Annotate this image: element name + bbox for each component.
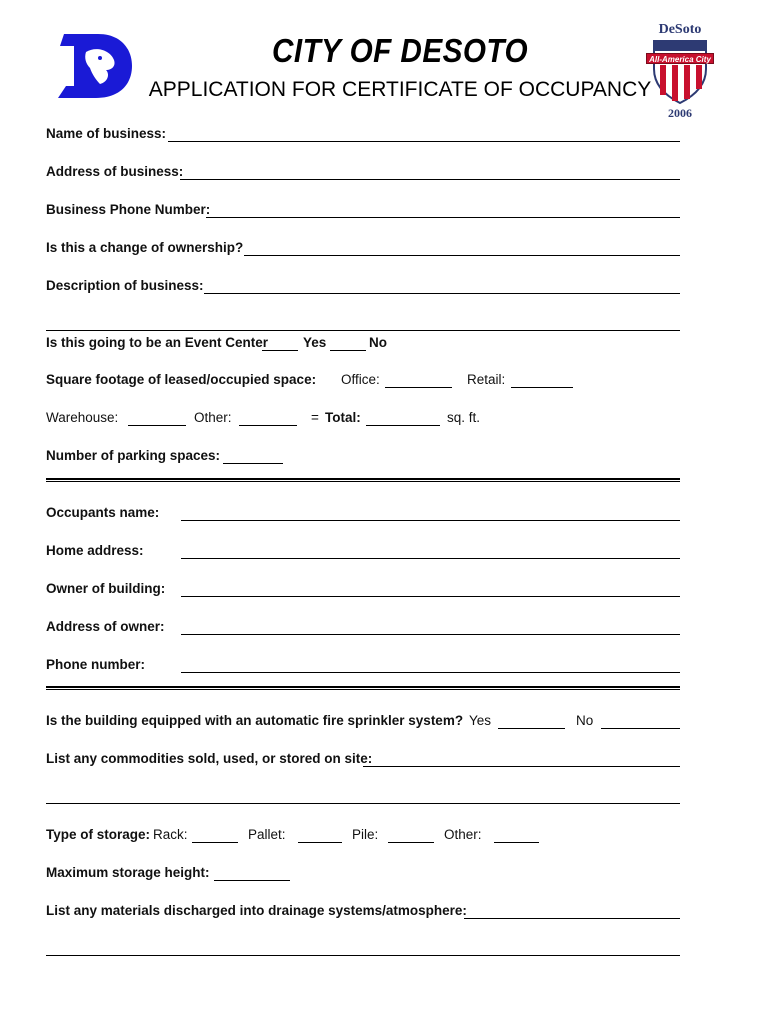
page-title: CITY OF DESOTO <box>271 32 529 69</box>
phone-number-label: Phone number: <box>46 657 146 672</box>
description-extra-line[interactable] <box>46 330 680 331</box>
rack-label: Rack: <box>153 827 188 842</box>
event-yes-label: Yes <box>303 335 327 350</box>
address-of-business-label: Address of business: <box>46 164 184 179</box>
event-center-row <box>46 335 680 357</box>
address-of-business-field[interactable] <box>180 179 680 180</box>
type-of-storage-label: Type of storage: <box>46 827 151 842</box>
address-of-owner-field[interactable] <box>181 634 680 635</box>
all-america-city-badge <box>646 22 714 122</box>
office-field[interactable] <box>385 387 452 388</box>
square-footage-label: Square footage of leased/occupied space: <box>46 372 317 387</box>
section-divider <box>46 478 680 482</box>
address-of-business-row <box>46 164 680 186</box>
name-of-business-row <box>46 126 680 148</box>
materials-label: List any materials discharged into drainage systems/atmosphere: <box>46 903 467 918</box>
commodities-extra-line[interactable] <box>46 803 680 804</box>
page-subtitle: APPLICATION FOR CERTIFICATE OF OCCUPANCY <box>148 78 652 101</box>
sprinkler-yes-label: Yes <box>469 713 492 728</box>
rack-field[interactable] <box>192 842 238 843</box>
address-of-owner-label: Address of owner: <box>46 619 165 634</box>
pile-field[interactable] <box>388 842 434 843</box>
occupants-name-label: Occupants name: <box>46 505 160 520</box>
owner-of-building-field[interactable] <box>181 596 680 597</box>
office-label: Office: <box>341 372 380 387</box>
badge-year: 2006 <box>668 106 692 120</box>
other-storage-field[interactable] <box>494 842 539 843</box>
retail-label: Retail: <box>467 372 506 387</box>
business-phone-label: Business Phone Number: <box>46 202 211 217</box>
phone-number-field[interactable] <box>181 672 680 673</box>
warehouse-row <box>46 410 680 432</box>
total-field[interactable] <box>366 425 440 426</box>
owner-of-building-label: Owner of building: <box>46 581 166 596</box>
description-label: Description of business: <box>46 278 204 293</box>
occupants-name-field[interactable] <box>181 520 680 521</box>
commodities-row <box>46 751 680 773</box>
home-address-row <box>46 543 680 565</box>
shield-icon <box>652 39 708 105</box>
desoto-d-logo-icon <box>56 30 134 102</box>
sprinkler-no-field[interactable] <box>601 728 680 729</box>
change-of-ownership-label: Is this a change of ownership? <box>46 240 244 255</box>
other-space-label: Other: <box>194 410 232 425</box>
square-footage-row <box>46 372 680 394</box>
sprinkler-yes-field[interactable] <box>498 728 565 729</box>
materials-extra-line[interactable] <box>46 955 680 956</box>
commodities-label: List any commodities sold, used, or stored on site: <box>46 751 373 766</box>
type-of-storage-row <box>46 827 680 849</box>
commodities-field[interactable] <box>363 766 680 767</box>
owner-of-building-row <box>46 581 680 603</box>
max-height-label: Maximum storage height: <box>46 865 210 880</box>
materials-row <box>46 903 680 925</box>
sprinkler-no-label: No <box>576 713 594 728</box>
other-space-field[interactable] <box>239 425 297 426</box>
max-height-row <box>46 865 680 887</box>
home-address-field[interactable] <box>181 558 680 559</box>
description-field[interactable] <box>204 293 680 294</box>
pile-label: Pile: <box>352 827 379 842</box>
event-no-label: No <box>369 335 387 350</box>
sprinkler-label: Is the building equipped with an automatic fire sprinkler system? <box>46 713 464 728</box>
badge-top-text: DeSoto <box>658 22 702 37</box>
warehouse-field[interactable] <box>128 425 186 426</box>
sprinkler-row <box>46 713 680 735</box>
parking-field[interactable] <box>223 463 283 464</box>
warehouse-label: Warehouse: <box>46 410 119 425</box>
change-of-ownership-row <box>46 240 680 262</box>
max-height-field[interactable] <box>214 880 290 881</box>
badge-ribbon: All-America City <box>646 53 714 64</box>
pallet-field[interactable] <box>298 842 342 843</box>
phone-number-row <box>46 657 680 679</box>
materials-field[interactable] <box>464 918 680 919</box>
retail-field[interactable] <box>511 387 573 388</box>
name-of-business-field[interactable] <box>168 141 680 142</box>
other-storage-label: Other: <box>444 827 482 842</box>
pallet-label: Pallet: <box>248 827 286 842</box>
total-label: Total: <box>325 410 361 425</box>
name-of-business-label: Name of business: <box>46 126 167 141</box>
equals-sign: = <box>311 410 319 425</box>
business-phone-row <box>46 202 680 224</box>
section-divider <box>46 686 680 690</box>
parking-label: Number of parking spaces: <box>46 448 221 463</box>
event-yes-field[interactable] <box>262 350 298 351</box>
address-of-owner-row <box>46 619 680 641</box>
parking-row <box>46 448 680 470</box>
business-phone-field[interactable] <box>206 217 680 218</box>
change-of-ownership-field[interactable] <box>244 255 680 256</box>
description-row <box>46 278 680 300</box>
event-center-label: Is this going to be an Event Center <box>46 335 269 350</box>
occupants-name-row <box>46 505 680 527</box>
sqft-unit: sq. ft. <box>447 410 481 425</box>
event-no-field[interactable] <box>330 350 366 351</box>
home-address-label: Home address: <box>46 543 144 558</box>
